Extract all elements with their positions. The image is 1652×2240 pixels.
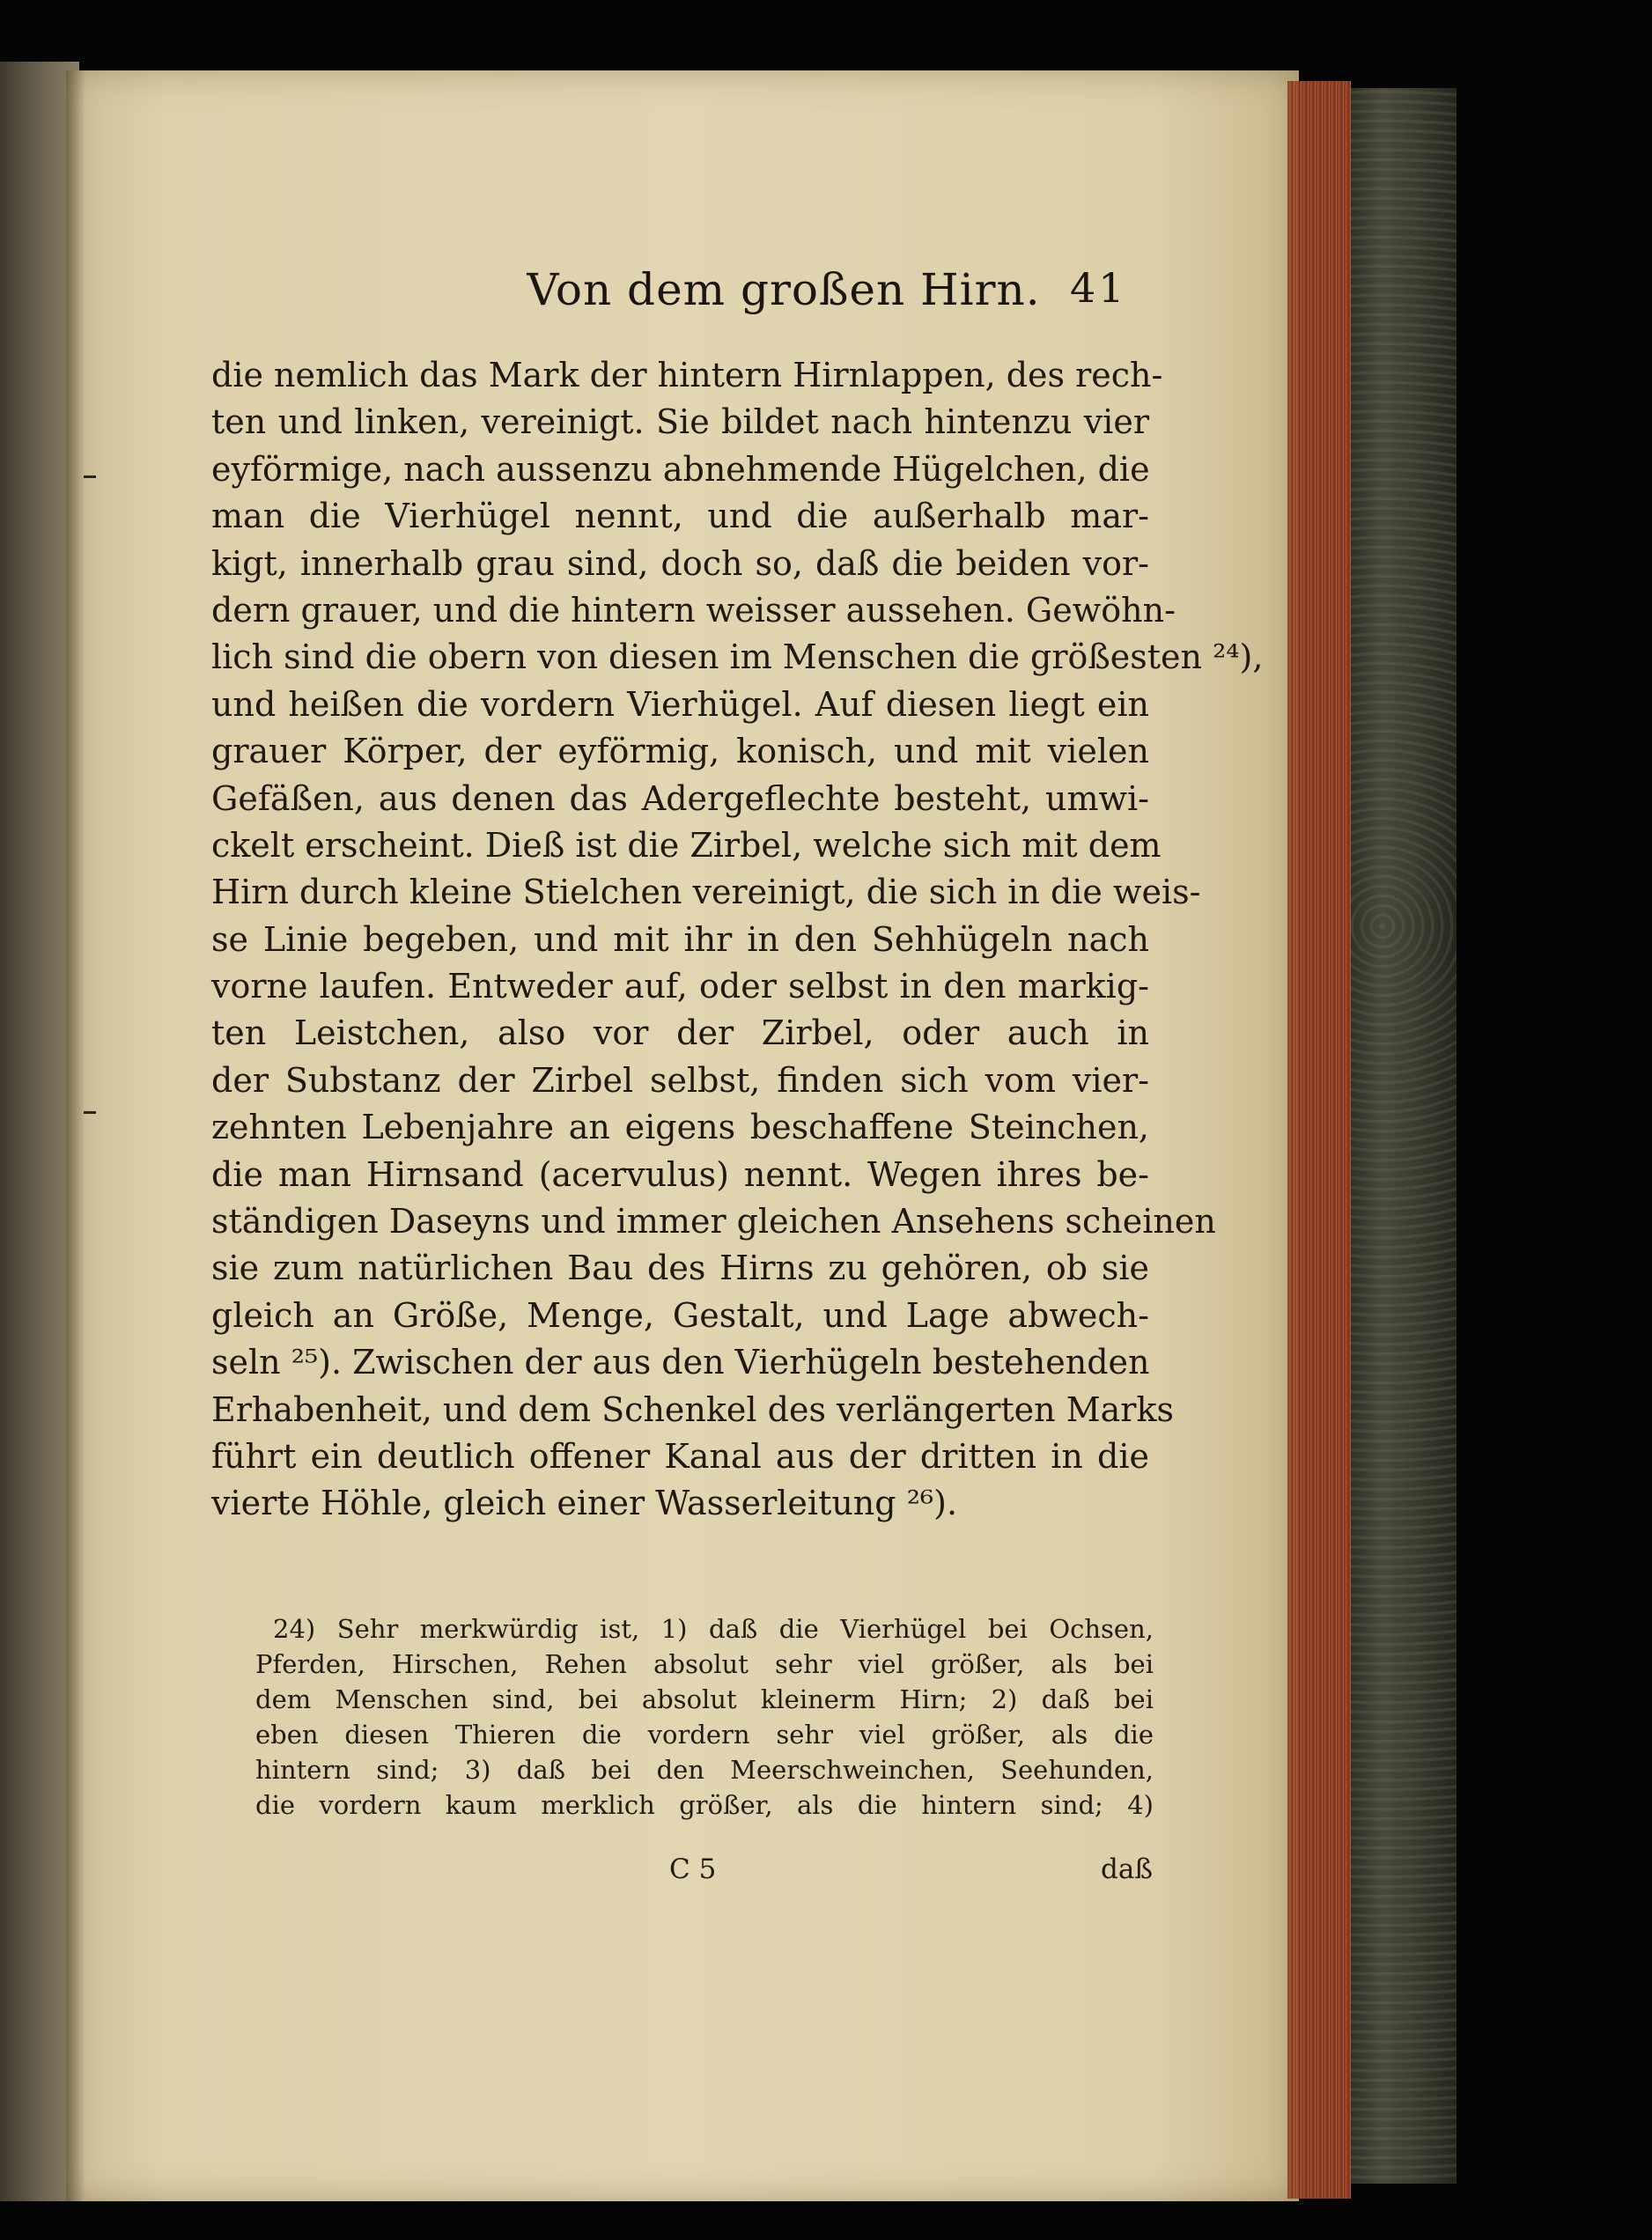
text-line: ckelt erscheint. Dieß ist die Zirbel, welche sich mit dem [211,825,1162,865]
text-line: Erhabenheit, und dem Schenkel des verlängerten Marks [211,1389,1174,1429]
text-line: seln ²⁵). Zwischen der aus den Vierhügeln bestehenden [211,1343,1150,1382]
catchword: daß [1101,1853,1154,1885]
text-line: man die Vierhügel nennt, und die außerhalb mar- [211,497,1149,536]
text-line: sie zum natürlichen Bau des Hirns zu gehören, ob sie [211,1249,1149,1288]
footnotes [255,1611,1154,1823]
footnote-line: eben diesen Thieren die vordern sehr viel größer, als die [255,1720,1154,1750]
text-line: Gefäßen, aus denen das Adergeflechte besteht, umwi- [211,778,1149,818]
main-text [211,352,1264,1528]
footnote-line: die vordern kaum merklich größer, als die hintern sind; 4) [255,1790,1154,1820]
text-line: vorne laufen. Entweder auf, oder selbst in den markig- [211,967,1149,1006]
page-gutter-shadow [66,70,85,2201]
text-line: lich sind die obern von diesen im Menschen die größesten ²⁴), [211,637,1264,677]
footnote-line: Pferden, Hirschen, Rehen absolut sehr viel größer, als bei [255,1649,1154,1679]
text-line: und heißen die vordern Vierhügel. Auf diesen liegt ein [211,684,1149,724]
text-line: se Linie begeben, und mit ihr in den Sehhügeln nach [211,919,1149,959]
running-head: Von dem großen Hirn. [527,264,1041,315]
text-line: vierte Höhle, gleich einer Wasserleitung ²⁶). [211,1484,958,1523]
text-line: führt ein deutlich offener Kanal aus der dritten in die [211,1436,1149,1476]
margin-tick [84,1111,96,1114]
text-line: kigt, innerhalb grau sind, doch so, daß die beiden vor- [211,543,1149,583]
text-line: dern grauer, und die hintern weisser aussehen. Gewöhn- [211,590,1176,630]
book-cover-edge [1351,88,1457,2184]
footnote-line: 24) Sehr merkwürdig ist, 1) daß die Vierhügel bei Ochsen, [273,1614,1154,1644]
text-line: ten und linken, vereinigt. Sie bildet nach hintenzu vier [211,402,1149,442]
signature-mark: C 5 [669,1853,717,1885]
page-header [211,264,1145,335]
text-line: die nemlich das Mark der hintern Hirnlappen, des rech- [211,356,1163,394]
text-line: eyförmige, nach aussenzu abnehmende Hügelchen, die [211,449,1150,489]
text-line: Hirn durch kleine Stielchen vereinigt, die sich in die weis- [211,873,1201,912]
page-number: 41 [1070,264,1127,312]
text-line: die man Hirnsand (acervulus) nennt. Wegen ihres be- [211,1154,1149,1194]
text-line: ständigen Daseyns und immer gleichen Ansehens scheinen [211,1202,1216,1242]
text-line: der Substanz der Zirbel selbst, finden sich vom vier- [211,1060,1149,1100]
footnote-line: hintern sind; 3) daß bei den Meerschweinchen, Seehunden, [255,1755,1154,1785]
text-line: ten Leistchen, also vor der Zirbel, oder auch in [211,1013,1149,1053]
text-line: grauer Körper, der eyförmig, konisch, und mit vielen [211,732,1149,771]
red-page-edges [1287,81,1351,2199]
text-line: zehnten Lebenjahre an eigens beschaffene Steinchen, [211,1108,1149,1147]
text-line: gleich an Größe, Menge, Gestalt, und Lage abwech- [211,1295,1149,1335]
margin-tick [84,475,96,478]
footnote-line: dem Menschen sind, bei absolut kleinerm Hirn; 2) daß bei [255,1684,1154,1714]
